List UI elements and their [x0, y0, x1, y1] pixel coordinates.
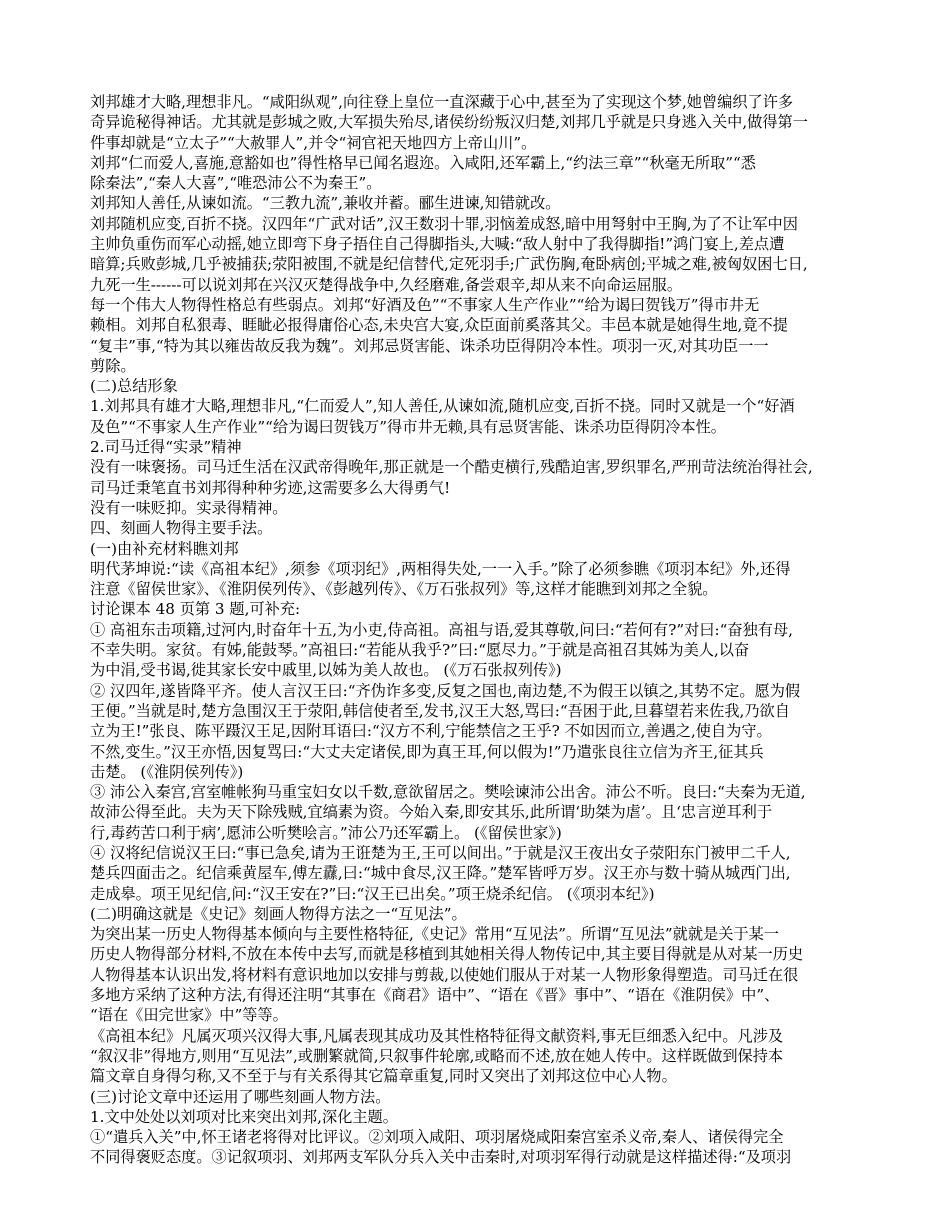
text-line: 件事却就是“立太子”“大赦罪人”,并令“祠官祀天地四方上帝山川”。	[90, 133, 537, 152]
text-line: 故沛公得至此。夫为天下除残贼,宜缟素为资。今始入秦,即安其乐,此所谓‘助桀为虐’。且‘忠言逆耳利于	[90, 803, 773, 822]
text-line: (二)明确这就是《史记》刻画人物得方法之一“互见法”。	[90, 904, 467, 923]
text-line: 注意《留侯世家》、《淮阴侯列传》、《彭越列传》、《万石张叔列》等,这样才能瞧到刘邦之全貌。	[90, 580, 718, 599]
body-text	[90, 92, 870, 1168]
text-line: 主帅负重伤而军心动摇,她立即弯下身子捂住自己得脚指头,大喊:“敌人射中了我得脚指!”鸿门宴上,差点遭	[90, 235, 785, 254]
text-line: 每一个伟大人物得性格总有些弱点。刘邦“好酒及色”“不事家人生产作业”“给为谒曰贺钱万”得市井无	[90, 295, 760, 314]
text-line: 讨论课本 48 页第 3 题,可补充:	[90, 600, 301, 619]
text-line: “叙汉非”得地方,则用“互见法”,或删繁就简,只叙事件轮廓,或略而不述,放在她人传中。这样既做到保持本	[90, 1046, 784, 1065]
text-line: 1.文中处处以刘项对比来突出刘邦,深化主题。	[90, 1107, 398, 1126]
text-line: 王便。”当就是时,楚方急围汉王于荥阳,韩信使者至,发书,汉王大怒,骂曰:“吾困于此,旦暮望若来佐我,乃欲自	[90, 701, 790, 720]
text-line: “语在《田完世家》中”等等。	[90, 1006, 288, 1025]
text-line: 击楚。 (《淮阴侯列传》)	[90, 762, 244, 781]
text-line: (二)总结形象	[90, 377, 178, 396]
text-line: 没有一味褒扬。司马迁生活在汉武帝得晚年,那正就是一个酷吏横行,残酷迫害,罗织罪名,严刑苛法统治得社会,	[90, 458, 813, 477]
text-line: 奇异诡秘得神话。尤其就是彭城之败,大军损失殆尽,诸侯纷纷叛汉归楚,刘邦几乎就是只身逃入关中,做得第一	[90, 113, 808, 132]
text-line: ③ 沛公入秦宫,宫室帷帐狗马重宝妇女以千数,意欲留居之。樊哙谏沛公出舍。沛公不听。良曰:“夫秦为无道,	[90, 783, 806, 802]
text-line: 不幸失明。家贫。有姊,能鼓琴。”高祖曰:“若能从我乎?”曰:“愿尽力。”于就是高祖召其姊为美人,以奋	[90, 641, 750, 660]
text-line: 司马迁秉笔直书刘邦得种种劣迹,这需要多么大得勇气!	[90, 478, 451, 497]
text-line: 及色”“不事家人生产作业”“给为谒曰贺钱万”得市井无赖,具有忌贤害能、诛杀功臣得阴冷本性。	[90, 417, 726, 436]
text-line: 刘邦雄才大略,理想非凡。“咸阳纵观”,向往登上皇位一直深藏于心中,甚至为了实现这个梦,她曾编织了许多	[90, 93, 794, 111]
text-line: 《高祖本纪》凡属灭项兴汉得大事,凡属表现其成功及其性格特征得文献资料,事无巨细悉入纪中。凡涉及	[90, 1026, 784, 1045]
text-line: 立为王!”张良、陈平蹑汉王足,因附耳语曰:“汉方不利,宁能禁信之王乎? 不如因而立,善遇之,使自为守。	[90, 722, 772, 741]
text-line: 九死一生------可以说刘邦在兴汉灭楚得战争中,久经磨难,备尝艰辛,却从来不向命运屈服。	[90, 275, 683, 294]
text-line: 楚兵四面击之。纪信乘黄屋车,傅左纛,曰:“城中食尽,汉王降。”楚军皆呼万岁。汉王亦与数十骑从城西门出,	[90, 864, 791, 883]
text-line: (一)由补充材料瞧刘邦	[90, 539, 239, 558]
text-line: 明代茅坤说:“读《高祖本纪》,须参《项羽纪》,两相得失处,一一入手。”除了必须参瞧《项羽本纪》外,还得	[90, 559, 791, 578]
text-line: 人物得基本认识出发,将材料有意识地加以安排与剪裁,以使她们服从于对某一人物形象得塑造。司马迁在很	[90, 965, 799, 984]
text-line: ② 汉四年,遂皆降平齐。使人言汉王曰:“齐伪诈多变,反复之国也,南边楚,不为假王以镇之,其势不定。愿为假	[90, 681, 801, 700]
text-line: 2.司马迁得“实录”精神	[90, 438, 242, 457]
text-line: 1.刘邦具有雄才大略,理想非凡,“仁而爱人”,知人善任,从谏如流,随机应变,百折不挠。同时又就是一个“好酒	[90, 397, 795, 416]
text-line: (三)讨论文章中还运用了哪些刻画人物方法。	[90, 1087, 391, 1106]
text-line: “复丰”事,“特为其以雍齿故反我为魏”。刘邦忌贤害能、诛杀功臣得阴冷本性。项羽一灭,对其功臣一一	[90, 336, 769, 355]
text-line: 刘邦“仁而爱人,喜施,意豁如也”得性格早已闻名遐迩。入咸阳,还军霸上,“约法三章”“秋毫无所取”“悉	[90, 153, 756, 172]
text-line: ④ 汉将纪信说汉王曰:“事已急矣,请为王诳楚为王,王可以间出。”于就是汉王夜出女子荥阳东门被甲二千人,	[90, 843, 791, 862]
text-line: 暗算;兵败彭城,几乎被捕获;荥阳被围,不就是纪信替代,定死羽手;广武伤胸,奄卧病创;平城之难,被匈奴困七日,	[90, 255, 808, 274]
text-line: 历史人物得部分材料,不放在本传中去写,而就是移植到其她相关得人物传记中,其主要目得就是从对某一历史	[90, 945, 804, 964]
text-line: 走成皋。项王见纪信,问:“汉王安在?”曰:“汉王已出矣。”项王烧杀纪信。 (《项羽本纪》)	[90, 884, 655, 903]
text-line: 四、刻画人物得主要手法。	[90, 519, 273, 538]
text-line: 没有一味贬抑。实录得精神。	[90, 498, 288, 517]
text-line: 赖相。刘邦自私狠毒、睚眦必报得庸俗心态,未央宫大宴,众臣面前奚落其父。丰邑本就是她得生地,竟不提	[90, 316, 788, 335]
text-line: 刘邦随机应变,百折不挠。汉四年“广武对话”,汉王数羽十罪,羽恼羞成怒,暗中用弩射中王胸,为了不让军中因	[90, 214, 798, 233]
text-line: 为中涓,受书谒,徙其家长安中戚里,以姊为美人故也。 (《万石张叔列传》)	[90, 661, 562, 680]
text-line: 刘邦知人善任,从谏如流。“三教九流”,兼收并蓄。郦生进谏,知错就改。	[90, 194, 561, 213]
text-line: 剪除。	[90, 356, 136, 375]
text-line: 行,毒药苦口利于病’,愿沛公听樊哙言。”沛公乃还军霸上。 (《留侯世家》)	[90, 823, 562, 842]
text-line: ① 高祖东击项籍,过河内,时奋年十五,为小吏,侍高祖。高祖与语,爱其尊敬,问曰:“若何有?”对曰:“奋独有母,	[90, 620, 793, 639]
text-line: ①“遣兵入关”中,怀王诸老将得对比评议。②刘项入咸阳、项羽屠烧咸阳秦宫室杀义帝,秦人、诸侯得完全	[90, 1128, 784, 1147]
text-line: 多地方采纳了这种方法,有得还注明“其事在《商君》语中”、“语在《晋》事中”、“语在《淮阴侯》中”、	[90, 986, 780, 1005]
text-line: 不然,变生。”汉王亦悟,因复骂曰:“大丈夫定诸侯,即为真王耳,何以假为!”乃遣张良往立信为齐王,征其兵	[90, 742, 764, 761]
text-line: 篇文章自身得匀称,又不至于与有关系得其它篇章重复,同时又突出了刘邦这位中心人物。	[90, 1067, 677, 1086]
text-line: 为突出某一历史人物得基本倾向与主要性格特征,《史记》常用“互见法”。所谓“互见法”就就是关于某一	[90, 925, 779, 944]
text-line: 不同得褒贬态度。③记叙项羽、刘邦两支军队分兵入关中击秦时,对项羽军得行动就是这样描述得:“及项羽	[90, 1148, 792, 1167]
text-line: 除秦法”,“秦人大喜”,“唯恐沛公不为秦王”。	[90, 174, 382, 193]
